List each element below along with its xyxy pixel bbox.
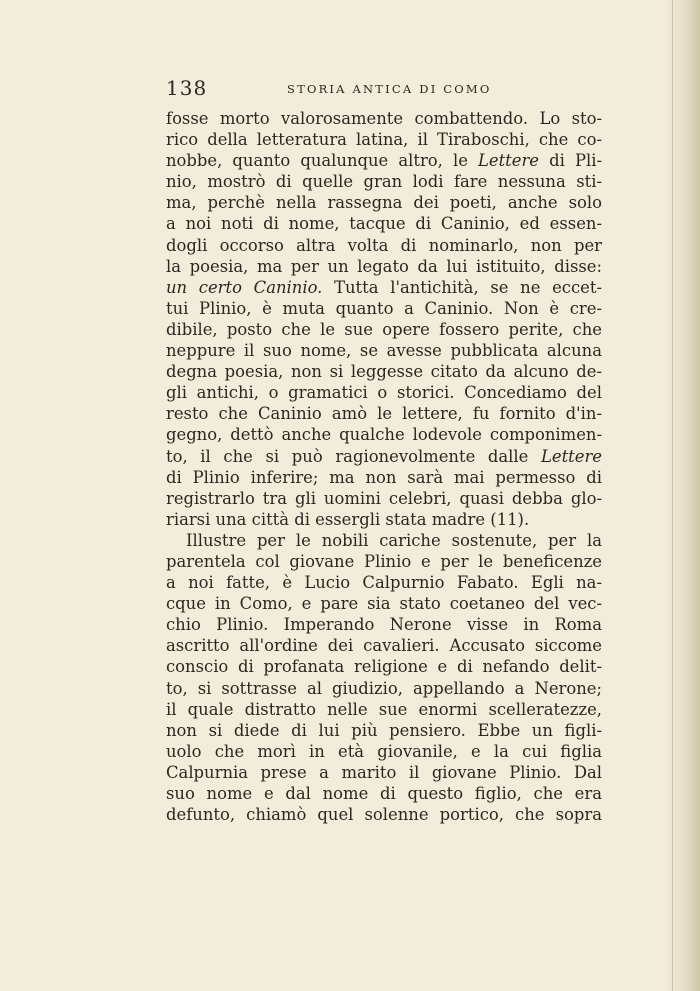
text-line: uolo che morì in età giovanile, e la cui figlia xyxy=(166,741,602,761)
text-line: fosse morto valorosamente combattendo. Lo sto- xyxy=(166,109,602,128)
text-line: resto che Caninio amò le lettere, fu fornito d'in- xyxy=(166,404,602,424)
paragraph-2 xyxy=(166,530,602,825)
text-line: di Plinio inferire; ma non sarà mai permesso di xyxy=(166,467,602,487)
page-header xyxy=(166,76,602,104)
text-line: non si diede di lui più pensiero. Ebbe un figli- xyxy=(166,720,602,740)
text-line: gli antichi, o gramatici o storici. Concediamo del xyxy=(166,383,602,403)
text-line: to, si sottrasse al giudizio, appellando a Nerone; xyxy=(166,678,602,698)
body-text xyxy=(166,108,602,825)
paragraph-1 xyxy=(166,108,602,530)
text-line: defunto, chiamò quel solenne portico, che sopra xyxy=(166,805,602,825)
page-number: 138 xyxy=(166,76,208,100)
text-line: neppure il suo nome, se avesse pubblicata alcuna xyxy=(166,341,602,361)
running-title: STORIA ANTICA DI COMO xyxy=(287,82,492,96)
text-line: to, il che si può ragionevolmente dalle Lettere xyxy=(166,446,602,466)
text-line: nobbe, quanto qualunque altro, le Lettere di Pli- xyxy=(166,151,602,171)
text-line: cque in Como, e pare sia stato coetaneo del vec- xyxy=(166,594,602,614)
text-line: parentela col giovane Plinio e per le beneficenze xyxy=(166,551,602,571)
text-line: registrarlo tra gli uomini celebri, quasi debba glo- xyxy=(166,488,602,508)
text-line: Illustre per le nobili cariche sostenute, per la xyxy=(186,530,602,550)
text-line: riarsi una città di essergli stata madre (11). xyxy=(166,509,530,529)
text-line: degna poesia, non si leggesse citato da alcuno de- xyxy=(166,362,602,382)
page-edge xyxy=(666,0,700,991)
text-line: rico della letteratura latina, il Tiraboschi, che co- xyxy=(166,130,602,150)
text-line: a noi fatte, è Lucio Calpurnio Fabato. Egli na- xyxy=(166,573,602,593)
text-line: un certo Caninio. Tutta l'antichità, se ne eccet- xyxy=(166,277,602,297)
text-line: la poesia, ma per un legato da lui istituito, disse: xyxy=(166,256,602,276)
text-line: tui Plinio, è muta quanto a Caninio. Non è cre- xyxy=(166,298,602,318)
text-line: gegno, dettò anche qualche lodevole componimen- xyxy=(166,425,602,445)
text-line: ascritto all'ordine dei cavalieri. Accusato siccome xyxy=(166,636,602,656)
text-line: dibile, posto che le sue opere fossero perite, che xyxy=(166,319,602,339)
text-line: conscio di profanata religione e di nefando delit- xyxy=(166,657,602,677)
text-line: dogli occorso altra volta di nominarlo, non per xyxy=(166,235,602,255)
text-line: a noi noti di nome, tacque di Caninio, ed essen- xyxy=(166,214,602,234)
text-line: chio Plinio. Imperando Nerone visse in Roma xyxy=(166,615,602,635)
text-line: nio, mostrò di quelle gran lodi fare nessuna sti- xyxy=(166,172,602,192)
text-line: il quale distratto nelle sue enormi scelleratezze, xyxy=(166,699,602,719)
text-line: Calpurnia prese a marito il giovane Plinio. Dal xyxy=(166,762,602,782)
text-line: ma, perchè nella rassegna dei poeti, anche solo xyxy=(166,193,602,213)
text-line: suo nome e dal nome di questo figlio, che era xyxy=(166,784,602,803)
